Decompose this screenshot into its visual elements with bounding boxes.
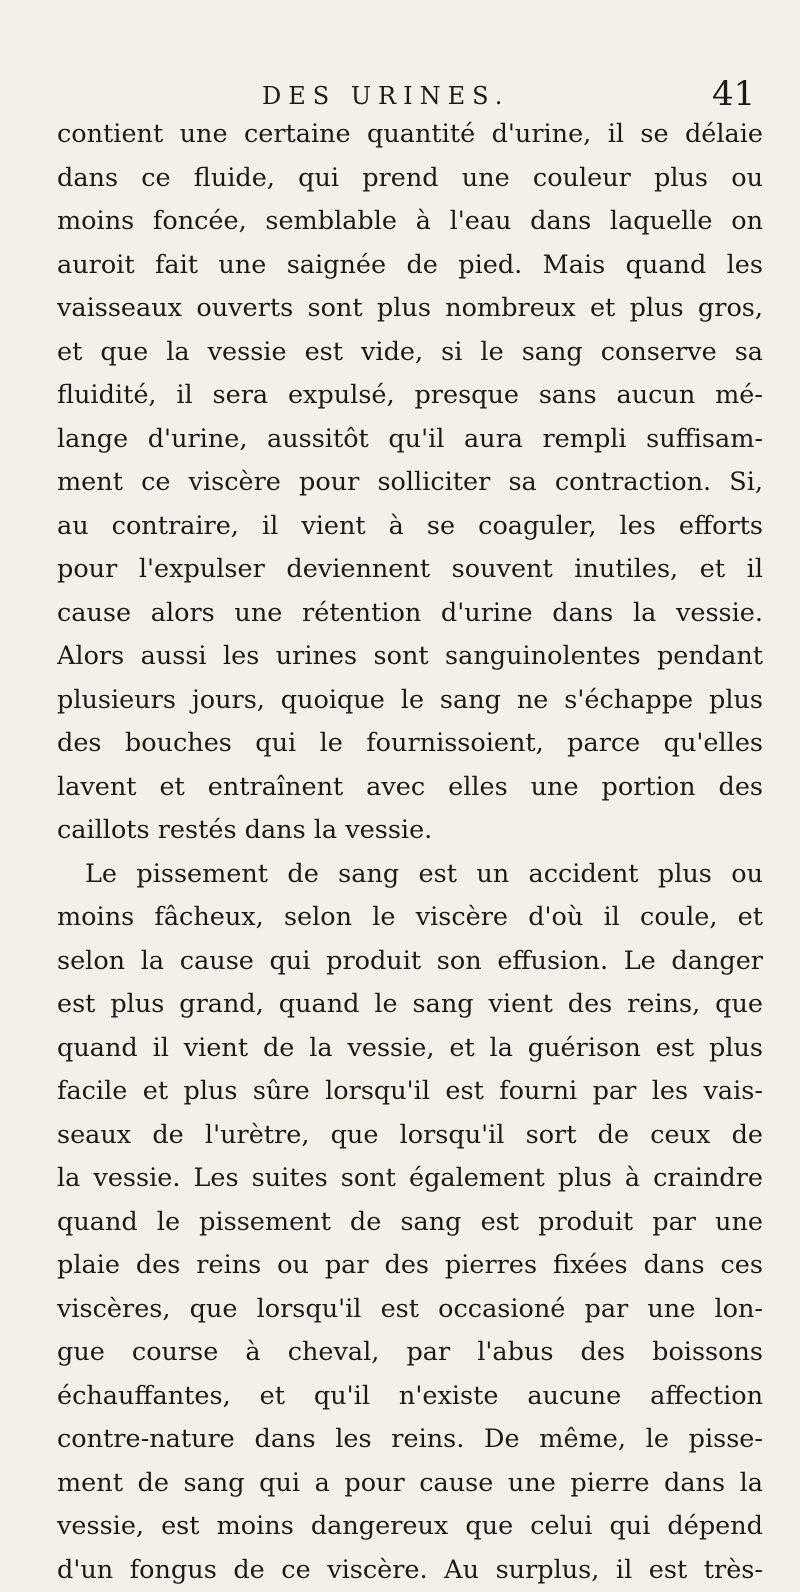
text-line: seaux de l'urètre, que lorsqu'il sort de ceux de	[57, 1114, 763, 1158]
text-line: moins foncée, semblable à l'eau dans laquelle on	[57, 200, 763, 244]
text-line: est plus grand, quand le sang vient des reins, que	[57, 983, 763, 1027]
text-line: lavent et entraînent avec elles une portion des	[57, 766, 763, 810]
text-line: au contraire, il vient à se coaguler, les efforts	[57, 505, 763, 549]
paragraph-start-line: Le pissement de sang est un accident plus ou	[57, 853, 763, 897]
text-line: viscères, que lorsqu'il est occasioné par une lon-	[57, 1288, 763, 1332]
text-line: moins fâcheux, selon le viscère d'où il coule, et	[57, 896, 763, 940]
text-line: ment ce viscère pour solliciter sa contraction. Si,	[57, 461, 763, 505]
text-line: fluidité, il sera expulsé, presque sans aucun mé-	[57, 374, 763, 418]
text-line: Alors aussi les urines sont sanguinolentes pendant	[57, 635, 763, 679]
text-line: échauffantes, et qu'il n'existe aucune affection	[57, 1375, 763, 1419]
text-line: cause alors une rétention d'urine dans la vessie.	[57, 592, 763, 636]
paragraph-end-line: caillots restés dans la vessie.	[57, 809, 763, 853]
running-title: DES URINES.	[262, 82, 509, 110]
text-line: facile et plus sûre lorsqu'il est fourni par les vais-	[57, 1070, 763, 1114]
text-line: dans ce fluide, qui prend une couleur plus ou	[57, 157, 763, 201]
text-line: pour l'expulser deviennent souvent inutiles, et il	[57, 548, 763, 592]
body-text	[57, 113, 763, 1592]
text-line: ment de sang qui a pour cause une pierre dans la	[57, 1462, 763, 1506]
text-line: selon la cause qui produit son effusion. Le danger	[57, 940, 763, 984]
text-line: vessie, est moins dangereux que celui qui dépend	[57, 1505, 763, 1549]
text-line: contre-nature dans les reins. De même, le pisse-	[57, 1418, 763, 1462]
text-line: d'un fongus de ce viscère. Au surplus, il est très-	[57, 1549, 763, 1592]
text-line: et que la vessie est vide, si le sang conserve sa	[57, 331, 763, 375]
text-line: vaisseaux ouverts sont plus nombreux et plus gros,	[57, 287, 763, 331]
text-line: gue course à cheval, par l'abus des boissons	[57, 1331, 763, 1375]
text-line: quand il vient de la vessie, et la guérison est plus	[57, 1027, 763, 1071]
text-line: plaie des reins ou par des pierres fixées dans ces	[57, 1244, 763, 1288]
text-line: contient une certaine quantité d'urine, il se délaie	[57, 113, 763, 157]
text-line: des bouches qui le fournissoient, parce qu'elles	[57, 722, 763, 766]
text-line: quand le pissement de sang est produit par une	[57, 1201, 763, 1245]
text-line: la vessie. Les suites sont également plus à craindre	[57, 1157, 763, 1201]
page-header	[0, 74, 800, 114]
page-number: 41	[712, 74, 755, 114]
text-line: lange d'urine, aussitôt qu'il aura rempli suffisam-	[57, 418, 763, 462]
text-line: auroit fait une saignée de pied. Mais quand les	[57, 244, 763, 288]
text-line: plusieurs jours, quoique le sang ne s'échappe plus	[57, 679, 763, 723]
